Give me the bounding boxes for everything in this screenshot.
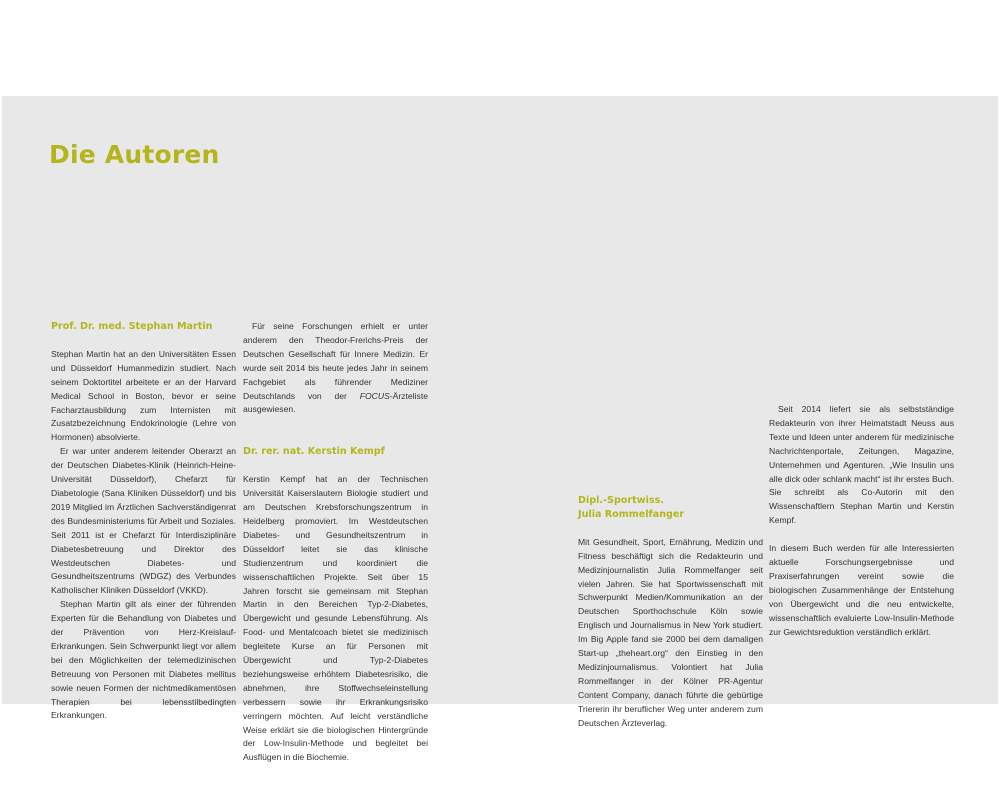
martin-bio-paragraph-1: Stephan Martin hat an den Universitäten Essen und Düsseldorf Humanmedizin studiert. Nach seinem Doktortitel arbeitete er an der Harvard Medical School in Boston, bevor er seine Facharztausbildung zum Internisten mit Zusatzbezeichnung Endokrinologie (Lehre von Hormonen) absolvierte. [51,348,236,443]
column-3 [578,320,763,728]
author-name-rommelfanger: Julia Rommelfanger [578,508,685,520]
kempf-bio-paragraph-1: Kerstin Kempf hat an der Technischen Universität Kaiserslautern Biologie studiert und am Deutschen Krebsforschungszentrum in Heidelberg promoviert. Im Westdeutschen Diabetes- und Gesundheitszentrum in Düsseldorf leitet sie das klinische Studienzentrum und koordiniert die wissenschaftlichen Projekte. Seit über 15 Jahren forscht sie gemeinsam mit Stephan Martin in den Bereichen Typ-2-Diabetes, Übergewicht und gesunde Lebensführung. Als Food- und Mentalcoach bietet sie medizinisch begleitete Kurse an für Personen mit Übergewicht und Typ-2-Diabetes beziehungsweise erhöhtem Diabetesrisiko, die abnehmen, ihre Stoffwechseleinstellung verbessern sowie ihr Erkrankungsrisiko verringern möchten. Auf leicht verständliche Weise erklärt sie die biologischen Hintergründe der Low-Insulin-Methode und begleitet bei Ausflügen in die Biochemie. [243,474,428,763]
column-4 [769,320,954,640]
author-name-martin: Prof. Dr. med. Stephan Martin [51,321,213,332]
column-1 [51,320,236,721]
martin-p4-text: Für seine Forschungen erhielt er unter anderem den Theodor-Frerichs-Preis der Deutschen Gesellschaft für Innere Medizin. Er wurde seit 2014 bis heute jedes Jahr in seinem Fachgebiet als führender Mediziner Deutschlands von der [243,321,428,401]
page-title: Die Autoren [49,140,220,169]
focus-magazine-name: FOCUS [359,390,390,401]
martin-bio-paragraph-2: Er war unter anderem leitender Oberarzt an der Deutschen Diabetes-Klinik (Heinrich-Heine-Universität Düsseldorf), Chefarzt für Diabetologie (Sana Kliniken Düsseldorf) und bis 2019 Mitglied im Ärztlichen Sachverständigenrat des Bundesministeriums für Arbeit und Soziales. Seit 2011 ist er Chefarzt für Interdisziplinäre Diabetesbetreuung und Direktor des Westdeutschen Diabetes- und Gesundheitszentrums (WDGZ) des Verbundes Katholischer Kliniken Düsseldorf (VKKD). [51,446,236,596]
rommelfanger-bio-paragraph-1: Mit Gesundheit, Sport, Ernährung, Medizin und Fitness beschäftigt sich die Redakteurin und Medizinjournalistin Julia Rommelfanger seit vielen Jahren. Sie hat Sportwissenschaft mit Schwerpunkt Medien/Kommunikation an der Deutschen Sporthochschule Köln sowie Englisch und Journalismus in New York studiert. Im Big Apple fand sie 2000 bei dem damaligen Start-up „theheart.org“ den Einstieg in den Medizinjournalismus. Volontiert hat Julia Rommelfanger in der Kölner PR-Agentur Content Company, danach führte die gebürtige Triererin ihr beruflicher Weg unter anderem zum Deutschen Ärzteverlag. [578,536,763,728]
martin-bio-paragraph-3: Stephan Martin gilt als einer der führenden Experten für die Behandlung von Diabetes und der Prävention von Herz-Kreislauf-Erkrankungen. Sein Schwerpunkt liegt vor allem bei den Möglichkeiten der telemedizinischen Betreuung von Personen mit Diabetes mellitus sowie neuen Formen der nichtmedikamentösen Therapien bei lebensstilbedingten Erkrankungen. [51,599,236,721]
martin-bio-paragraph-4 [243,320,428,417]
author-name-rommelfanger-title: Dipl.-Sportwiss. [578,495,664,506]
author-name-kempf: Dr. rer. nat. Kerstin Kempf [243,446,385,458]
martin-p4-tail: -Ärzteliste ausgewiesen. [243,390,428,415]
column-2 [243,320,428,763]
closing-paragraph: In diesem Buch werden für alle Interessierten aktuelle Forschungsergebnisse und Praxiserfahrungen vereint sowie die biologischen Zusammenhänge der Entstehung von Übergewicht und die neu entwickelte, wissenschaftlich evaluierte Low-Insulin-Methode zur Gewichtsreduktion verständlich erklärt. [769,543,954,637]
rommelfanger-bio-paragraph-2: Seit 2014 liefert sie als selbstständige Redakteurin von ihrer Heimatstadt Neuss aus Texte und Ideen unter anderem für medizinische Nachrichtenportale, Zeitungen, Magazine, Unternehmen und Agenturen. „Wie Insulin uns alle dick oder schlank macht“ ist ihr erstes Buch. Sie schreibt als Co-Autorin mit den Wissenschaftlern Stephan Martin und Kerstin Kempf. [769,404,954,526]
